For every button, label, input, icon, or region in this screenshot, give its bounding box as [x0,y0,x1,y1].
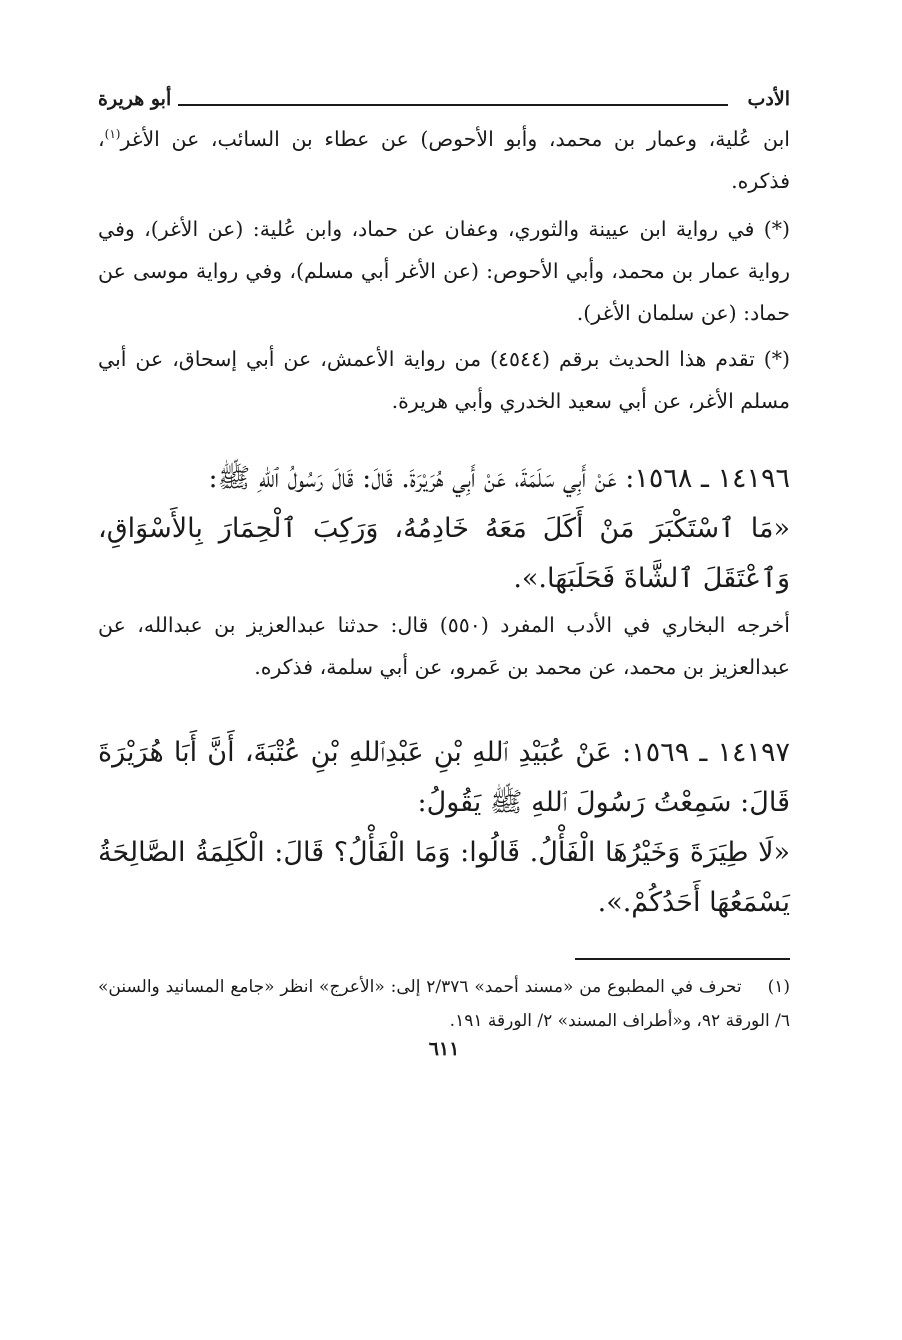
hadith-1-takhrij: أخرجه البخاري في الأدب المفرد (٥٥٠) قال: حدثنا عبدالعزيز بن عبدالله، عن عبدالعزيز بن محمد، عن محمد بن عَمرو، عن أبي سلمة، فذكره. [98,613,790,679]
hadith-2-lead: ١٤١٩٧ ـ ١٥٦٩: عَنْ عُبَيْدِ ٱللهِ بْنِ عَبْدِٱللهِ بْنِ عُتْبَةَ، أَنَّ أَبَا هُرَيْرَةَ قَالَ: سَمِعْتُ رَسُولَ ٱللهِ ﷺ يَقُولُ: [98,737,790,818]
hadith-2-text: «لَا طِيَرَةَ وَخَيْرُهَا الْفَأْلُ. قَالُوا: وَمَا الْفَأْلُ؟ قَالَ: الْكَلِمَةُ الصَّالِحَةُ يَسْمَعُهَا أَحَدُكُمْ.». [98,837,790,918]
footnote-text: تحرف في المطبوع من «مسند أحمد» ٢/٣٧٦ إلى: «الأعرج» انظر «جامع المسانيد والسنن» ٦/ الورقة ٩٢، و«أطراف المسند» ٢/ الورقة ١٩١. [98,977,790,1031]
book-page [98,84,790,1340]
continued-text: ابن عُلية، وعمار بن محمد، وأبو الأحوص) عن عطاء بن السائب، عن الأغر [120,127,790,151]
running-head [98,84,790,118]
editor-note-1: (*) في رواية ابن عيينة والثوري، وعفان عن حماد، وابن عُلية: (عن الأغر)، وفي رواية عمار بن محمد، وأبي الأحوص: (عن الأغر أبي مسلم)، وفي رواية موسى عن حماد: (عن سلمان الأغر). [98,217,790,325]
chapter-title: الأدب [747,88,790,110]
footnote-marker: (١) [767,977,790,997]
section-title: أبو هريرة [98,88,172,110]
editor-note-2: (*) تقدم هذا الحديث برقم (٤٥٤٤) من رواية الأعمش، عن أبي إسحاق، عن أبي مسلم الأغر، عن أبي سعيد الخدري وأبي هريرة. [98,347,790,413]
page-number: ٦١١ [428,1038,460,1060]
continued-text-end: ، فذكره. [98,127,790,193]
footnote-divider-wrap [98,958,790,960]
hadith-1-lead: ١٤١٩٦ ـ ١٥٦٨: عَنْ أَبِي سَلَمَةَ، عَنْ أَبِي هُرَيْرَةَ. قَالَ: قَالَ رَسُولُ ٱللهِ ﷺ: [208,463,790,494]
footnote-divider [575,958,790,960]
continued-paragraph [98,118,790,202]
footnote [98,970,790,1038]
header-rule [178,104,728,106]
hadith-1-text: «مَا ٱسْتَكْبَرَ مَنْ أَكَلَ مَعَهُ خَادِمُهُ، وَرَكِبَ ٱلْحِمَارَ بِالأَسْوَاقِ، وَٱعْتَقَلَ ٱلشَّاةَ فَحَلَبَهَا.». [98,513,790,594]
footnote-ref: (١) [104,127,121,142]
